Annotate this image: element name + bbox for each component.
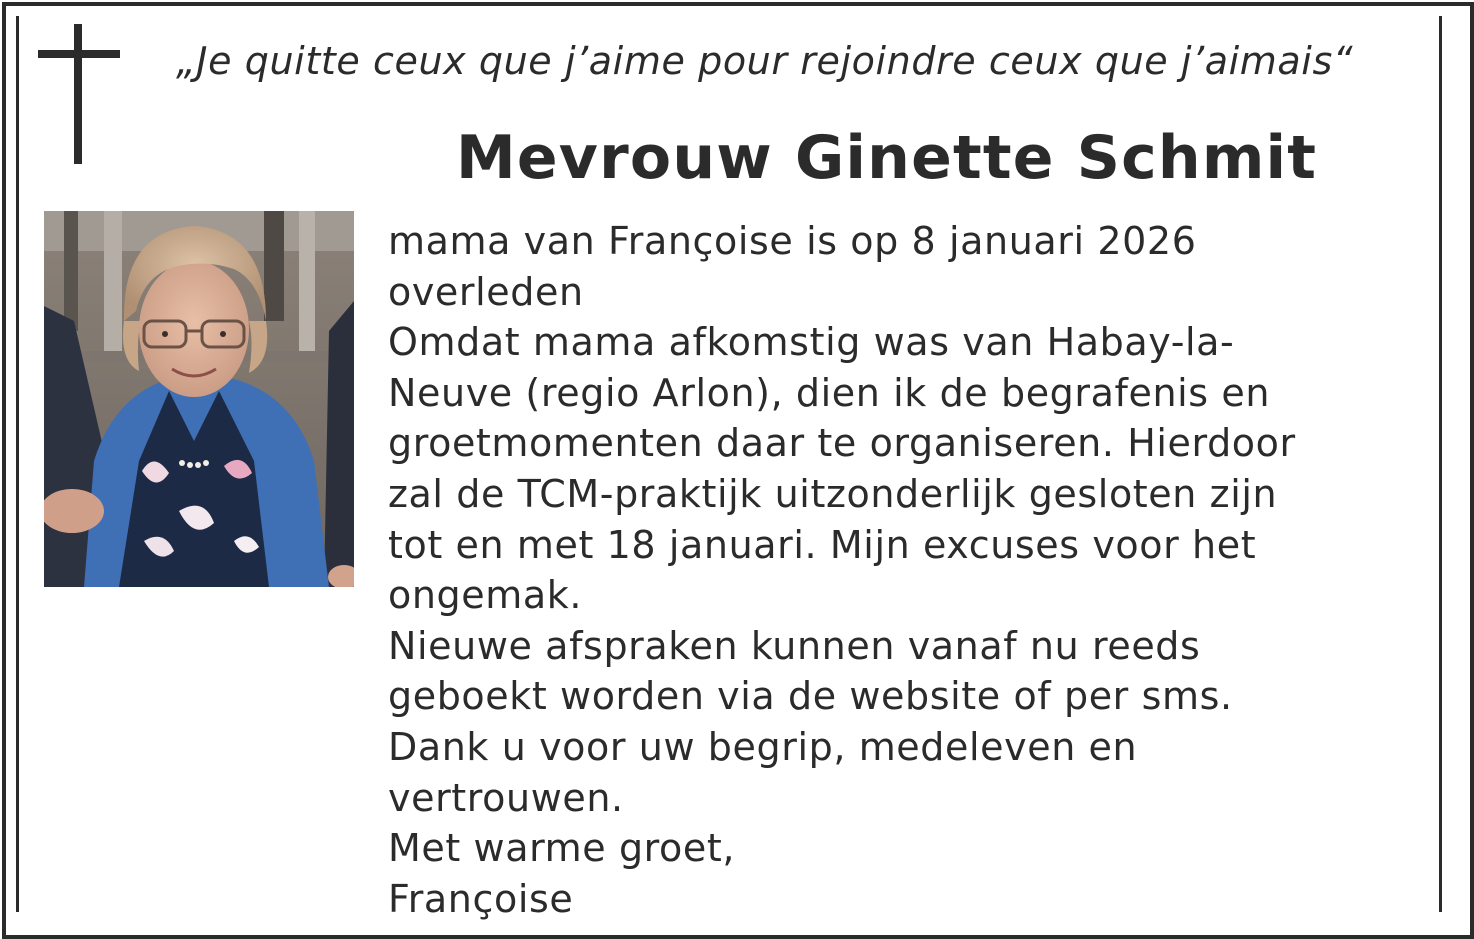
message-line: vertrouwen.	[388, 775, 624, 820]
message-line: Nieuwe afspraken kunnen vanaf nu reeds	[388, 623, 1201, 668]
deceased-name: Mevrouw Ginette Schmit	[456, 123, 1318, 193]
message-line: geboekt worden via de website of per sms.	[388, 674, 1233, 719]
message-line: tot en met 18 januari. Mijn excuses voor het	[388, 522, 1257, 567]
message-line: mama van Françoise is op 8 januari 2026	[388, 219, 1197, 263]
portrait-photo	[44, 211, 354, 587]
message-line: Neuve (regio Arlon), dien ik de begrafenis en	[388, 370, 1271, 415]
announcement-text	[388, 216, 1438, 924]
message-line: Met warme groet,	[388, 826, 736, 871]
message-line: ongemak.	[388, 573, 583, 618]
signature-name: Françoise	[388, 876, 574, 921]
message-line: zal de TCM-praktijk uitzonderlijk gesloten zijn	[388, 471, 1278, 516]
message-line: groetmomenten daar te organiseren. Hierdoor	[388, 421, 1296, 466]
message-line: Dank u voor uw begrip, medeleven en	[388, 724, 1138, 769]
message-line: overleden	[388, 269, 584, 314]
message-line: Omdat mama afkomstig was van Habay-la-	[388, 320, 1235, 365]
cross-icon	[38, 24, 120, 164]
quote-text: „Je quitte ceux que j’aime pour rejoindre ceux que j’aimais“	[176, 39, 1354, 83]
